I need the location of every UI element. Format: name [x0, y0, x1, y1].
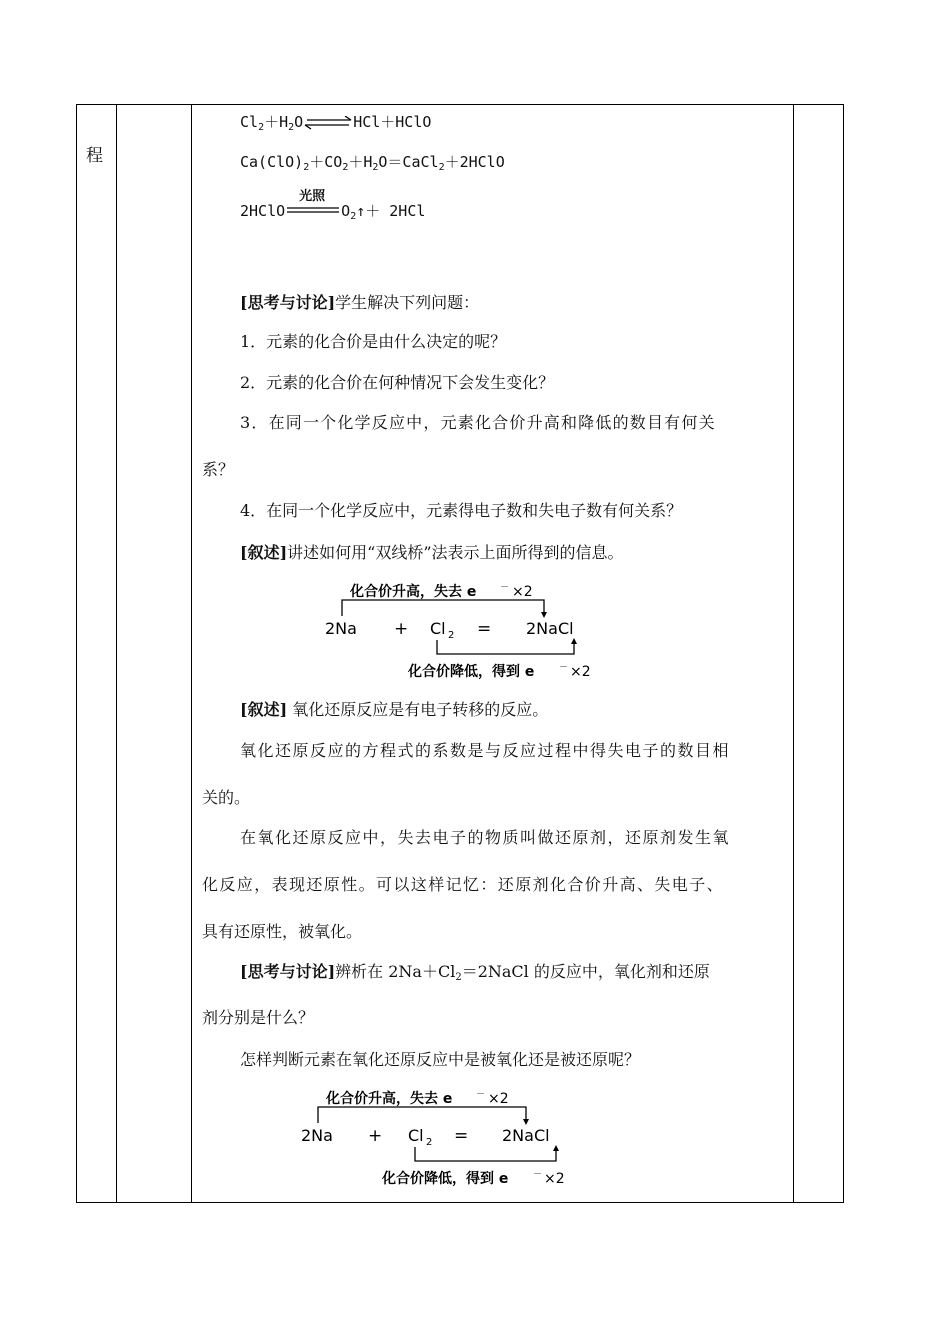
- svg-text:－: －: [559, 663, 569, 673]
- svg-text:=: =: [454, 1126, 469, 1146]
- narration-2: [叙述] 氧化还原反应是有电子转移的反应。: [240, 700, 549, 719]
- think-discuss-2: [思考与讨论]辨析在 $2Na+Cl_2=2NaCl$ 的反应中，氧化剂和还原: [240, 962, 710, 983]
- question-1: 1．元素的化合价是由什么决定的呢？: [240, 332, 507, 351]
- question-3-cont: 系？: [202, 460, 235, 479]
- paragraph-2-line-1: 在氧化还原反应中，失去电子的物质叫做还原剂，还原剂发生氧: [240, 828, 731, 847]
- formula-3: 2HClO 光照 $O_2↑+ 2HCl$: [240, 189, 426, 222]
- svg-text:－: －: [533, 1170, 543, 1180]
- svg-text:=: =: [477, 619, 492, 639]
- paragraph-2-line-3: 具有还原性，被氧化。: [202, 922, 363, 941]
- column-divider-3: [793, 104, 794, 1203]
- svg-text:－: －: [476, 1090, 486, 1100]
- svg-text:－: －: [500, 583, 510, 593]
- question-2: 2．元素的化合价在何种情况下会发生变化？: [240, 373, 555, 392]
- svg-text:2: 2: [448, 630, 455, 641]
- svg-text:2Na: 2Na: [325, 619, 357, 638]
- svg-text:Cl: Cl: [408, 1126, 424, 1145]
- svg-text:×2: ×2: [544, 1171, 565, 1187]
- svg-text:化合价降低，得到 e: 化合价降低，得到 e: [382, 1171, 509, 1187]
- svg-text:Cl: Cl: [430, 619, 446, 638]
- svg-text:2Na: 2Na: [301, 1126, 333, 1145]
- bridge-bottom-label: 化合价降低，得到 e: [408, 664, 535, 680]
- svg-text:×2: ×2: [488, 1091, 509, 1107]
- column-divider-1: [116, 104, 117, 1203]
- narration-1: [叙述]讲述如何用“双线桥”法表示上面所得到的信息。: [240, 543, 624, 562]
- equilibrium-arrow-icon: [303, 116, 353, 130]
- formula-2: $Ca(ClO)_2+CO_2+H_2O=CaCl_2+2HClO$: [240, 153, 505, 173]
- column-divider-2: [191, 104, 192, 1203]
- svg-text:2: 2: [426, 1137, 433, 1148]
- svg-text:×2: ×2: [570, 664, 591, 680]
- svg-text:+: +: [394, 619, 409, 639]
- reaction-condition: 光照: [299, 189, 326, 204]
- bridge-top-label: 化合价升高，失去 e: [350, 584, 477, 600]
- paragraph-3: 怎样判断元素在氧化还原反应中是被氧化还是被还原呢？: [240, 1050, 641, 1069]
- double-bridge-diagram-1: [322, 578, 602, 686]
- svg-text:2NaCl: 2NaCl: [526, 619, 574, 638]
- svg-text:+: +: [368, 1126, 383, 1146]
- paragraph-1-line-1: 氧化还原反应的方程式的系数是与反应过程中得失电子的数目相: [240, 741, 731, 760]
- svg-text:化合价升高，失去 e: 化合价升高，失去 e: [326, 1091, 453, 1107]
- double-bridge-diagram-2: [298, 1085, 578, 1193]
- paragraph-1-line-2: 关的。: [202, 788, 251, 807]
- paragraph-2-line-2: 化反应，表现还原性。可以这样记忆：还原剂化合价升高、失电子、: [202, 875, 725, 894]
- think-discuss-2-cont: 剂分别是什么？: [202, 1008, 315, 1027]
- svg-text:×2: ×2: [512, 584, 533, 600]
- think-discuss-1: [思考与讨论]学生解决下列问题：: [240, 293, 480, 312]
- question-3: 3．在同一个化学反应中，元素化合价升高和降低的数目有何关: [240, 413, 716, 432]
- svg-text:2NaCl: 2NaCl: [502, 1126, 550, 1145]
- question-4: 4．在同一个化学反应中，元素得电子数和失电子数有何关系？: [240, 501, 683, 520]
- side-label: 程: [86, 146, 103, 166]
- formula-1: $Cl_2+H_2O$ HCl＋HClO: [240, 113, 432, 133]
